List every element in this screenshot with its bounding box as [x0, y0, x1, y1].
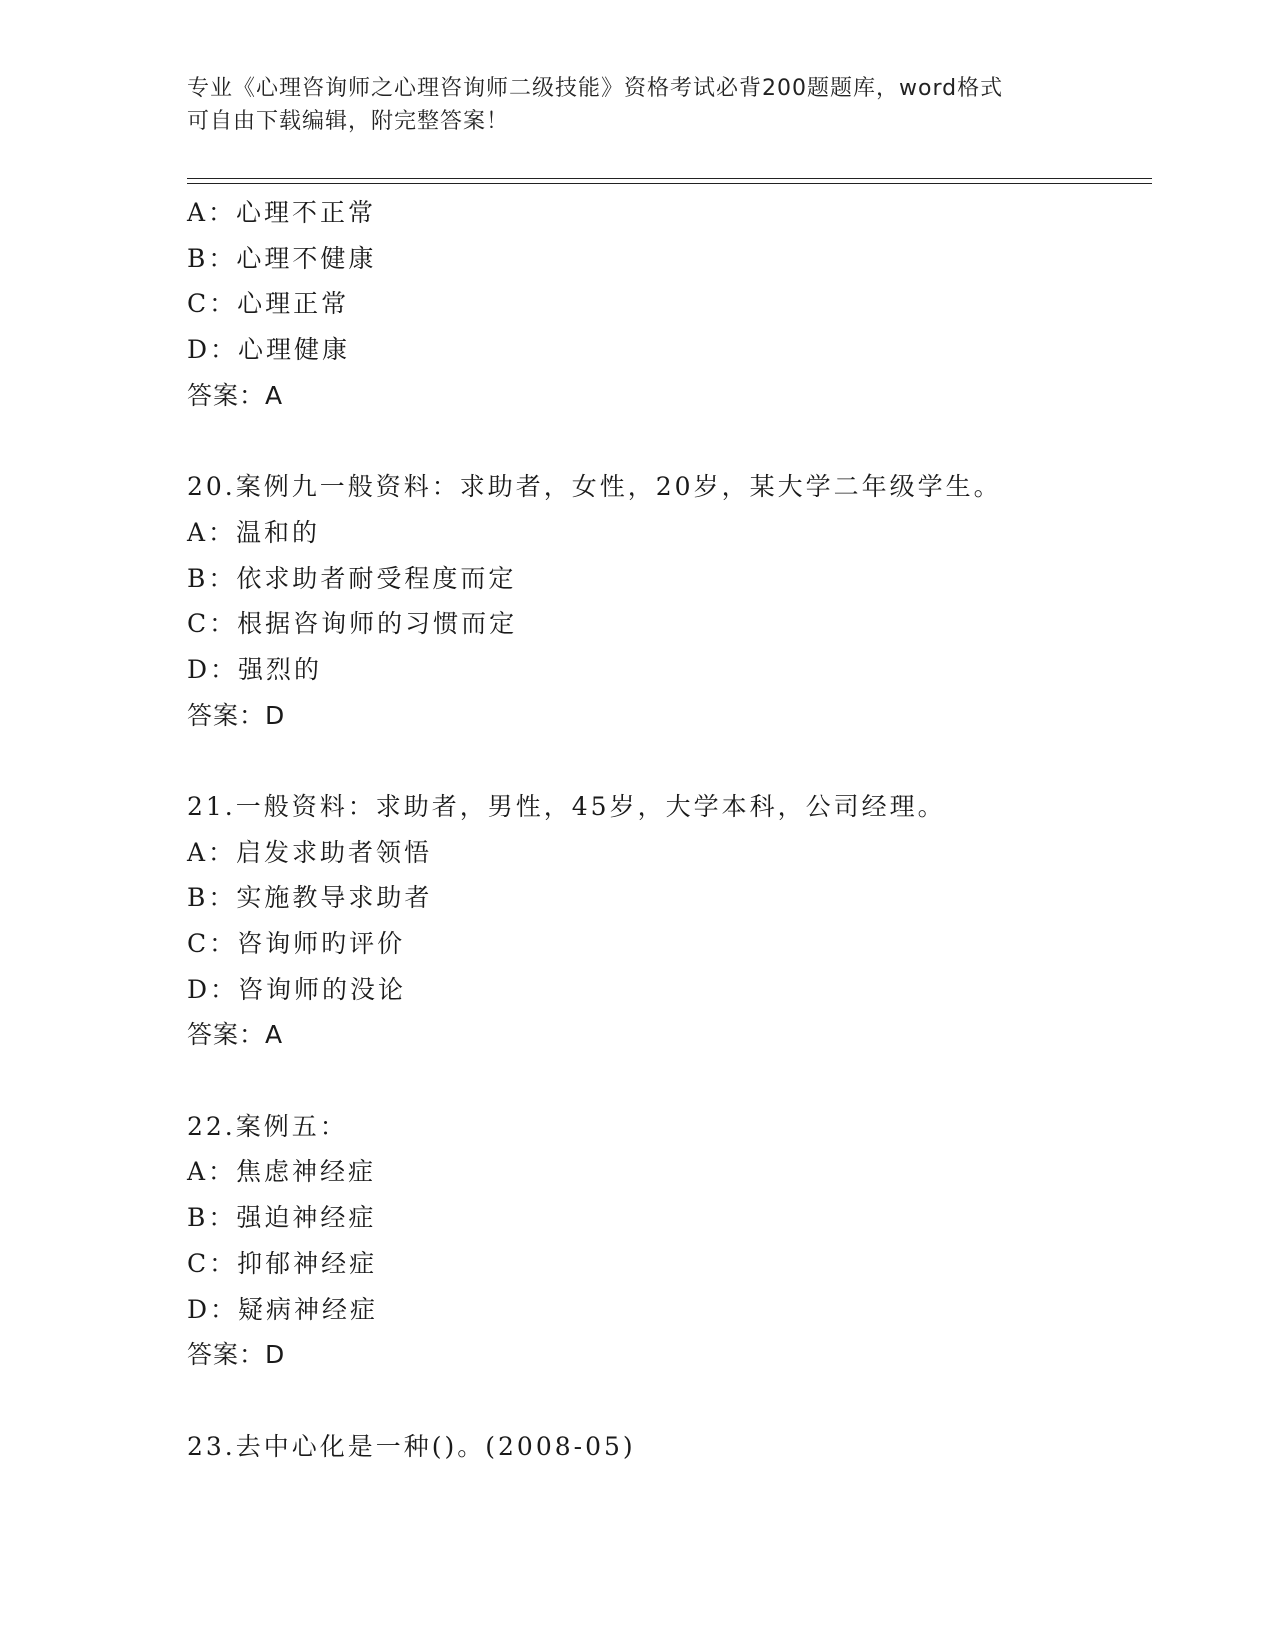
option-c: C：咨询师旳评价	[187, 929, 406, 958]
option-d: D：疑病神经症	[187, 1294, 379, 1324]
question-title: 21.一般资料：求助者，男性，45岁，大学本科，公司经理。	[187, 791, 946, 821]
question-block-22	[187, 1104, 1152, 1378]
option-d: D：强烈的	[187, 654, 323, 684]
option-d: D：心理健康	[187, 335, 351, 365]
spacer	[187, 1378, 1152, 1424]
header-title-line-2: 可自由下载编辑，附完整答案！	[187, 109, 510, 134]
option-a: A：温和的	[187, 517, 321, 547]
option-c: C：根据咨询师的习惯而定	[187, 609, 518, 639]
question-block-20	[187, 464, 1152, 738]
question-title: 22.案例五：	[187, 1111, 348, 1141]
option-c: C：抑郁神经症	[187, 1248, 378, 1278]
question-list	[187, 190, 1152, 1469]
spacer	[187, 418, 1152, 464]
answer-line: 答案：D	[187, 700, 286, 730]
option-b: B：心理不健康	[187, 243, 377, 273]
answer-line: 答案：D	[187, 1340, 286, 1370]
option-a: A：心理不正常	[187, 198, 377, 227]
option-b: B：依求助者耐受程度而定	[187, 563, 517, 593]
spacer	[187, 1058, 1152, 1104]
option-a: A：启发求助者领悟	[187, 837, 433, 867]
option-b: B：实施教导求助者	[187, 883, 433, 913]
question-title: 23.去中心化是一种()。(2008-05)	[187, 1431, 636, 1461]
question-title: 20.案例九一般资料：求助者，女性，20岁，某大学二年级学生。	[187, 472, 1002, 502]
option-b: B：强迫神经症	[187, 1203, 377, 1233]
header-divider-top	[187, 178, 1152, 179]
option-a: A：焦虑神经症	[187, 1157, 377, 1187]
header-title-line-1: 专业《心理咨询师之心理咨询师二级技能》资格考试必背200题题库，word格式	[187, 76, 1004, 101]
spacer	[187, 738, 1152, 784]
question-block-21	[187, 784, 1152, 1058]
answer-line: 答案：A	[187, 380, 284, 410]
answer-line: 答案：A	[187, 1020, 284, 1050]
option-c: C：心理正常	[187, 289, 350, 319]
question-block-23	[187, 1424, 1152, 1470]
page-header	[187, 72, 1087, 138]
option-d: D：咨询师的没论	[187, 974, 407, 1004]
header-divider-bottom	[187, 183, 1152, 184]
question-block-partial	[187, 190, 1152, 418]
